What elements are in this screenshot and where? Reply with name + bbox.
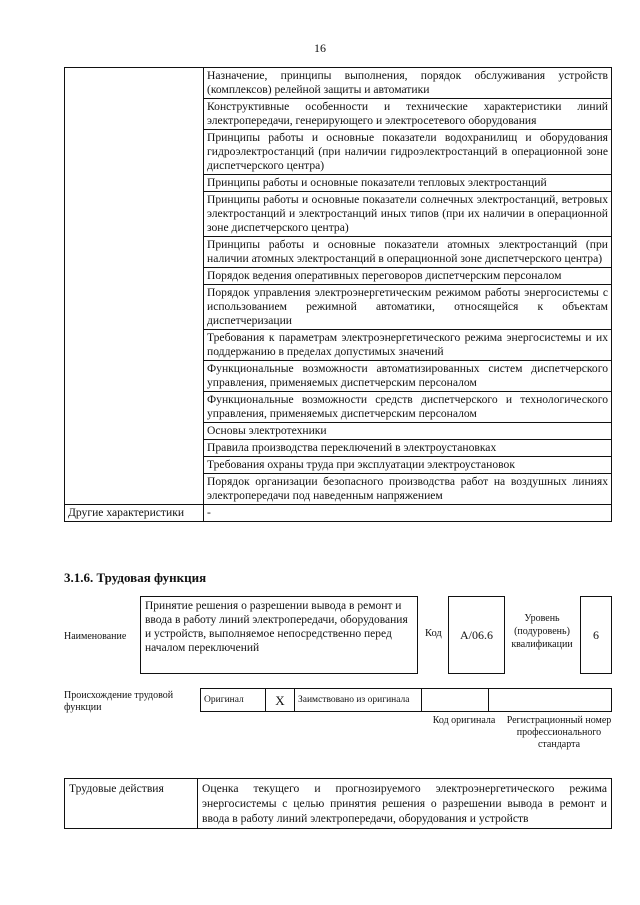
origin-mark: X xyxy=(266,689,295,712)
code-value: A/06.6 xyxy=(448,596,505,674)
requirement-item: Порядок управления электроэнергетическим режимом работы энергосистемы с использованием режимной автоматики, относящейся к объектам диспетчеризации xyxy=(204,285,612,330)
other-characteristics-label: Другие характеристики xyxy=(65,505,204,522)
actions-label: Трудовые действия xyxy=(65,779,198,829)
requirements-table xyxy=(64,67,612,522)
origin-original: Оригинал xyxy=(201,689,266,712)
requirement-item: Назначение, принципы выполнения, порядок обслуживания устройств (комплексов) релейной защиты и автоматики xyxy=(204,68,612,99)
requirement-item: Порядок ведения оперативных переговоров диспетчерским персоналом xyxy=(204,268,612,285)
section-title: 3.1.6. Трудовая функция xyxy=(64,570,207,585)
page-number: 16 xyxy=(314,41,326,55)
other-characteristics-row xyxy=(65,505,612,522)
other-characteristics-value: - xyxy=(204,505,612,522)
requirement-item: Функциональные возможности средств диспетчерского и технологического управления, применяемых диспетчерским персоналом xyxy=(204,392,612,423)
level-label: Уровень (подуровень) квалификации xyxy=(511,613,573,650)
requirement-row xyxy=(65,68,612,99)
requirements-label-cell xyxy=(65,68,204,505)
origin-borrowed: Заимствовано из оригинала xyxy=(295,689,422,712)
origin-reg-cell xyxy=(489,689,612,712)
requirement-item: Принципы работы и основные показатели солнечных электростанций, ветровых электростанций и электростанций иных типов (при их наличии в операционной зоне диспетчерского центра) xyxy=(204,192,612,237)
requirement-item: Правила производства переключений в электроустановках xyxy=(204,440,612,457)
actions-value: Оценка текущего и прогнозируемого электроэнергетического режима энергосистемы с целью принятия решения о разрешении вывода в ремонт и ввода в работу линий электропередачи, оборудования и устройств xyxy=(198,779,612,829)
origin-code-caption: Код оригинала xyxy=(432,715,496,726)
function-name-box: Принятие решения о разрешении вывода в ремонт и ввода в работу линий электропередачи, оборудования и устройств, выполняемое непосредственно перед началом переключений xyxy=(140,596,418,674)
code-label: Код xyxy=(425,628,442,639)
requirement-item: Принципы работы и основные показатели тепловых электростанций xyxy=(204,175,612,192)
origin-code-cell xyxy=(422,689,489,712)
actions-table xyxy=(64,778,612,829)
requirement-item: Порядок организации безопасного производства работ на воздушных линиях электропередачи под наведенным напряжением xyxy=(204,474,612,505)
requirement-item: Основы электротехники xyxy=(204,423,612,440)
level-value: 6 xyxy=(580,596,612,674)
requirement-item: Функциональные возможности автоматизированных систем диспетчерского управления, применяемых диспетчерским персоналом xyxy=(204,361,612,392)
name-label: Наименование xyxy=(64,631,127,642)
requirement-item: Принципы работы и основные показатели атомных электростанций (при наличии атомных электростанций в операционной зоне диспетчерского центра) xyxy=(204,237,612,268)
requirement-item: Принципы работы и основные показатели водохранилищ и оборудования гидроэлектростанций (при наличии гидроэлектростанций в операционной зоне диспетчерского центра) xyxy=(204,130,612,175)
requirement-item: Требования к параметрам электроэнергетического режима энергосистемы и их поддержанию в пределах допустимых значений xyxy=(204,330,612,361)
requirement-item: Конструктивные особенности и технические характеристики линий электропередачи, генерирующего и электросетевого оборудования xyxy=(204,99,612,130)
origin-row xyxy=(200,688,612,712)
origin-reg-caption: Регистрационный номер профессионального стандарта xyxy=(506,715,612,750)
requirement-item: Требования охраны труда при эксплуатации электроустановок xyxy=(204,457,612,474)
origin-label: Происхождение трудовой функции xyxy=(64,690,174,713)
